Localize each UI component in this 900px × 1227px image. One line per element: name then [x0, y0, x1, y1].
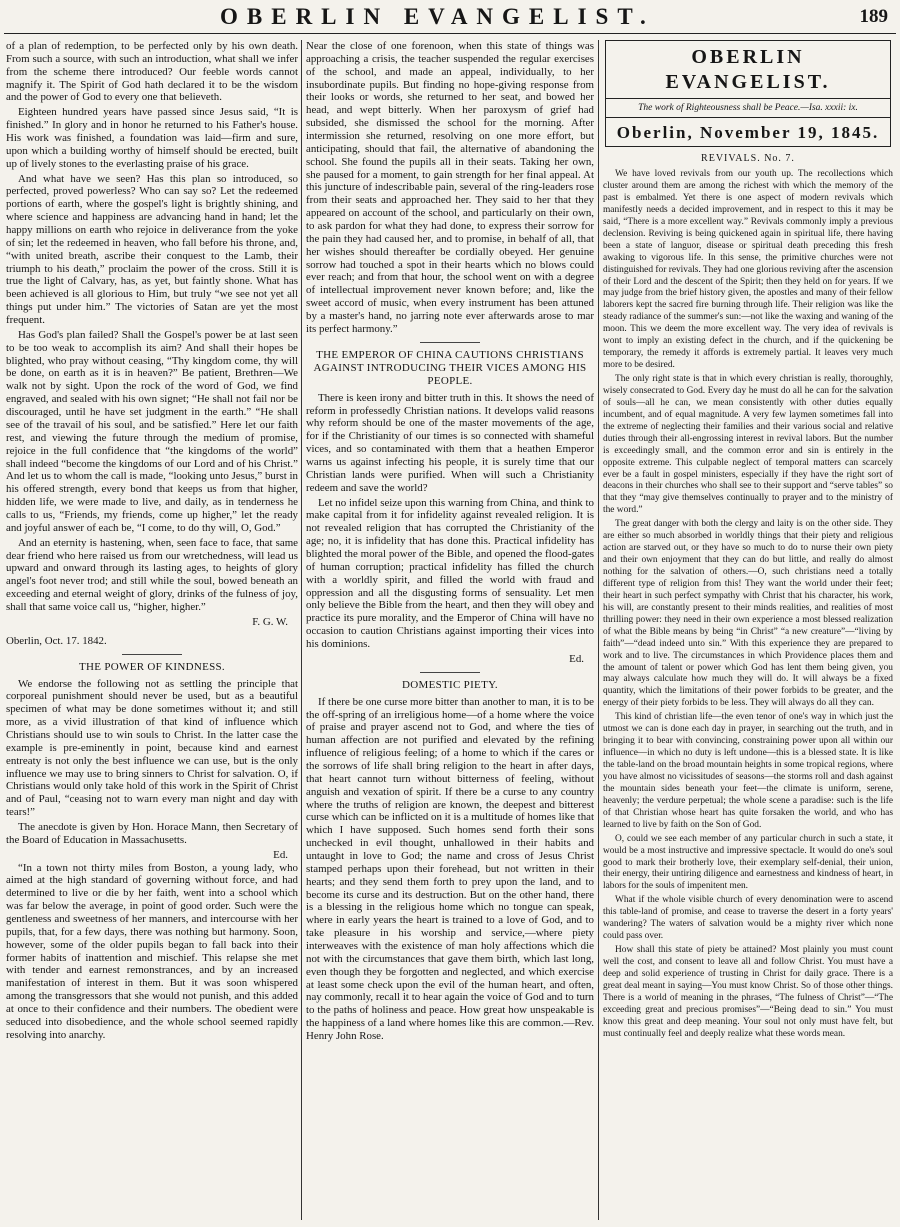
paragraph: The great danger with both the clergy and laity is on the other side. They are either so much absorbed in worldly things that their piety and religious action are starved out, or they have so much to do to nurse their own piety and their own enjoyment that they can do but little, and really do almost nothing for the salvation of others.—O, such christians need a totally different type of religion from this! They want the world under their feet; their heart in such perfect sympathy with Christ that his character, his work, his will, are constantly present to their minds realities, and realities of most thrilling power: they need in their own experience a most blessed realization of what the Bible means by being “in Christ” “a new creature”—“living by faith”—“dead indeed unto sin.” With this experience they are prepared to work and to live. The circumstances in which Providence places them and the amount of talent or power which God has lent them being given, you may always calculate how much they will do. It will always be a fixed quantity, which the limitations of their power forbids to be greater, and the energy of their piety forbids to be less. They will always do all they can.: [603, 519, 893, 709]
paragraph: of a plan of redemption, to be perfected only by his own death. From such a source, with such an introduction, what shall we infer from the scheme there introduced? Our feeble words cannot magnify it. The Spirit of God hath declared it to be the wisdom and the power of God to every one that believeth.: [6, 40, 298, 104]
paragraph: This kind of christian life—the even tenor of one's way in which just the utmost we can is done each day in prayer, in searching out the truth, and in bringing it to bear with convincing, constraining power upon all within our influence—in which no duty is left undone—this is a blessed state. It is like the table-land on the broad mountain heights in some tropical regions, where you have almost no vicissitudes of seasons—the storms roll and dash against the mountain sides beneath your feet—the climate is uniform, serene, heavenly; the verdure perpetual; the whole scene a paradise: such is the life of that Christian whose heart has quite forsaken the world, and who has learned to live by faith on the Son of God.: [603, 712, 893, 830]
masthead-motto: The work of Righteousness shall be Peace.—Isa. xxxii: ix.: [606, 99, 890, 118]
paragraph: How shall this state of piety be attained? Most plainly you must count well the cost, and consent to leave all and follow Christ. You must have a deep and solid experience of trusting in Christ for daily grace. There is a great deal meant in saying—You must know Christ. So of those other things. There is a world of meaning in the phrases, “The fulness of Christ”—“The exceeding great and precious promises”—“Being dead to sin.” You must know this great and deep meaning. Your soul not only must have felt, but must continually feel and deeply realize what these words mean.: [603, 945, 893, 1039]
page-number: 189: [859, 6, 888, 27]
masthead: [605, 40, 891, 147]
paragraph: Eighteen hundred years have passed since Jesus said, “It is finished.” In glory and in honor he returned to his Father's house. His work was finished, a foundation was laid—firm and sure, upon which a building worthy of himself should be erected, built up of lively stones to the everlasting praise of his grace.: [6, 106, 298, 170]
paragraph: We endorse the following not as settling the principle that corporeal punishment should never be used, but as a beautiful specimen of what may be done sometimes without it; and still more, as a vivid illustration of that kind of influence which Christians should use to win souls to Christ. In the latter case the example is pre-eminently in point, because kind and earnest entreaty is not only the best influence we can use, but is the only influence we may use to bring sinners to Christ for salvation. O, if Christians would only take hold of this work in the Spirit of Christ and of Paul, “ceasing not to warn every man night and day with tears!”: [6, 677, 298, 819]
column-rule: [598, 40, 599, 1220]
paragraph: The only right state is that in which every christian is really, thoroughly, wisely consecrated to God. Every day he must do all he can for the salvation of souls—all he can, we mean consistently with other duties equally incumbent, and of equal magnitude. A very few laymen sometimes fall into the extreme of neglecting their families and their various social and relative duties through their all-engrossing interest in revival labors. But the number is exceedingly small, and the common error and sin is entirely in the opposite extreme. This culpable neglect of temporal matters can scarcely ever be a fault in gospel ministers, especially if they have the right sort of deacons in their churches who shall see to their support and “serve tables” so that they “may give themselves continually to prayer and to the ministry of the word.”: [603, 374, 893, 516]
paragraph: The anecdote is given by Hon. Horace Mann, then Secretary of the Board of Education in Massachusetts.: [6, 820, 298, 846]
editor-signature: Ed.: [273, 848, 288, 861]
paragraph: Let no infidel seize upon this warning from China, and think to make capital from it for infidelity against revealed religion. It is not revealed religion that has corrupted the Christianity of the age; no, it is infidelity that has done this. Practical infidelity has blighted the moral power of the Bible, and opened the flood-gates of human corruption; practical infidelity has filled the church with a worldly spirit, and filled the world with fraud and oppression and all the disgusting forms of sensuality. Let men only believe the Bible from the heart, and then they will obey and practice its pure morality, and the Emperor of China will have no occasion to caution Christians against importing their vices into his dominions.: [306, 496, 594, 650]
paragraph: And an eternity is hastening, when, seen face to face, that same dear friend who here raised us from our wretchedness, will lead us upward and onward through its lasting ages, to heights of glory angel's foot never trod; and still while the soul, bowed beneath an exceeding and eternal weight of glory, drinks of the fulness of joy, shall that same voice call us, “higher, higher.”: [6, 536, 298, 613]
paragraph: Near the close of one forenoon, when this state of things was approaching a crisis, the teacher suspended the regular exercises of the school, and made an appeal, individually, to her insubordinate pupils. But finding no hope-giving response from their looks or words, she returned to her seat, and bowed her head, and wept bitterly. When her paroxysm of grief had subsided, she dismissed the school for the morning. After intermission she returned, resolving on one more effort, but anticipating, should that fail, the alternative of abandoning the school. She found the pupils all in their seats. Taking her own, she paused for a moment, to gain strength for her final appeal. At this juncture of indescribable pain, several of the ring-leaders rose from their seats and approached her. They said to her that they appeared on account of the school, and particularly on their own, to ask pardon for what they had done, to express their sorrow for the pain they had caused her, and to promise, in behalf of all, that her wishes should thereafter be cordially obeyed. Her genuine sorrow had touched a spot in their hearts which no blows could ever reach; and from that hour, the school went on with a degree of intellectual improvement never known before; and, like the sweet accord of music, when every instrument has been attuned by a master's hand, no jarring note ever afterwards arose to mar its perfect harmony.”: [306, 40, 594, 335]
paragraph: What if the whole visible church of every denomination were to ascend this table-land of promise, and cease to traverse the desert in a forty years' wandering? The waters of salvation would be a mighty river which none could pass over.: [603, 895, 893, 942]
column-rule: [301, 40, 302, 1220]
header-rule: [4, 33, 896, 34]
article-heading-revivals: REVIVALS. No. 7.: [701, 153, 795, 165]
signature-initials: F. G. W.: [252, 615, 288, 628]
section-divider: [420, 672, 480, 673]
paragraph: “In a town not thirty miles from Boston, a young lady, who aimed at the high standard of governing without force, and had determined to live or die by her faith, went into a school which was far below the average, in point of good order. Such were the gentleness and sweetness of her manners, and intercourse with her pupils, that, for a few days, there was nothing but harmony. Soon, however, some of the older pupils began to fall back into their former habits of inattention and mischief. This relapse she met with tender and earnest remonstrances, and by an increased manifestation of interest in them. But it was soon whispered among the transgressors that she would not punish, and this added at once to their confidence and their numbers. The obedient were seduced into disobedience, and the whole school seemed rapidly resolving into anarchy.: [6, 861, 298, 1041]
dateline: Oberlin, Oct. 17. 1842.: [6, 634, 107, 647]
column-middle: [306, 40, 594, 1220]
section-divider: [122, 654, 182, 655]
running-title: OBERLIN EVANGELIST.: [220, 4, 655, 29]
column-left: [6, 40, 298, 1220]
paragraph: There is keen irony and bitter truth in this. It shows the need of reform in professedly Christian nations. It develops valid reasons why reform should be one of the master movements of the age, for if the Christianity of our times is so connected with shameful vices, and so contaminated with them that a heathen Emperor warns us against infecting his people, it is surely time that our Christian lands were purified. When will such a Christianity redeem and save the world?: [306, 391, 594, 494]
paragraph: And what have we seen? Has this plan so introduced, so perfected, proved powerless? Who can say so? Let the redeemed portions of earth, where the gospel's light is brightly shining, and where science and happiness are advancing hand in hand; let the happy millions on earth who rejoice in deliverance from the yoke of sin; let the redeemed in heaven, who fall before his throne, and, “with united breath, ascribe their conquest to the Lamb, their triumph to his death,” proclaim the power of the cross. Still it is true the light of Calvary, has, as yet, but faintly shone. What has been achieved is all glorious to Him, but truly “we see not yet all things put under him.” The victories of Satan are yet the most frequent.: [6, 172, 298, 327]
running-header: [0, 0, 900, 36]
masthead-name: OBERLIN EVANGELIST.: [606, 41, 890, 99]
paragraph: Has God's plan failed? Shall the Gospel's power be at last seen to be too weak to accomplish its aim? And shall their hopes be blighted, who pray without ceasing, “Thy kingdom come, thy will be done, on earth as it is in heaven?” Be patient, Brethren—We walk not by sight. Upon the rock of the word of God, we find engraved, and sealed with his own signet; “He shall not fail nor be discouraged, until he have set judgment in the earth.” “He shall see of the travail of his soul, and be satisfied.” Here let our faith rest, and viewing the future through the medium of promise, rejoice in the full confidence that “the kingdoms of the world” shall indeed “become the kingdoms of our Lord and of his Christ.” And let us to whom the call is made, “looking unto Jesus,” burst in his offered strength, every bond that keeps us from that higher, hidden life, we were made to live, and daily, as in tenderness he calls to us, “Friends, my friends, come up higher,” let the ready and joyful answer of each be, “I come, to do thy will, O, God.”: [6, 328, 298, 534]
section-divider: [420, 342, 480, 343]
editor-signature: Ed.: [569, 652, 584, 665]
article-heading-domestic-piety: DOMESTIC PIETY.: [402, 678, 498, 691]
paragraph: If there be one curse more bitter than another to man, it is to be the off-spring of an irreligious home—of a home where the voice of praise and prayer ascend not to God, and where the ties of human affection are not purified and elevated by the refining influence of religious feeling; of a home to which if the cares or the sorrows of life shall bring religion to the heart in after days, that heart cannot turn without bitterness of feeling, without anguish and vexation of spirit. If there be a curse to any country where the truths of religion are known, the deepest and bitterest curse which can be inflicted on it is a multitude of homes like that which I have supposed. Such homes send forth their sons unchecked in evil thought, unhallowed in their habits and untaught in love to God; the name and cross of Jesus Christ stamped perhaps upon their forehead, but not written in their hearts; and they send them forth to prey upon the land, and to become its curse and its destruction. But on the other hand, there is a blessing in the religious home which no tongue can speak, where in early years the heart is trained to a love of God, and to take pleasure in his worship and service,—where piety interweaves with the existence of man holy affections which die not with the circumstances that gave them birth, which last long, even though they be forgotten and neglected, and which exercise at least some check upon the evil of the human heart, and often, nay commonly, recall it to hear again the voice of God and to turn to the paths of holiness and peace. How great how unspeakable is the happiness of a land where homes like this are common.—Rev. Henry John Rose.: [306, 695, 594, 1043]
article-heading-kindness: THE POWER OF KINDNESS.: [79, 660, 225, 673]
paragraph: We have loved revivals from our youth up. The recollections which cluster around them are among the richest with which the memory of the past is embalmed. Yet there is one aspect of modern revivals which manifestly needs a decided improvement, and in respect to this it may be said, “There is a more excellent way.” Revivals commonly imply a previous declension. Reviving is being quickened again in spiritual life, there having been a state of languor, disease or spiritual death preceding this fresh awaking to vigorous life. In this sense, the primitive churches were not distinguished for revivals. They had one glorious reviving after the ascension of their Lord and the descent of the Spirit; then they held on for years. If we may judge from the brief history given, the apostles and many of their fellow laborers kept the sacred fire burning through life. Their religion was like the steady radiance of the summer's sun:—not like the waxing and waning of the moon. This we deem the more excellent way. The very idea of revivals is wont to imply an existing defect in the church, and if the quickening be temporary, the remedy it affords is extremely partial. It leaves very much more to be desired.: [603, 169, 893, 371]
article-heading-china: THE EMPEROR OF CHINA CAUTIONS CHRISTIANS AGAINST INTRODUCING THEIR VICES AMONG HIS PEOPLE.: [313, 348, 587, 387]
column-right: [603, 40, 893, 1220]
paragraph: O, could we see each member of any particular church in such a state, it would be a most instructive and impressive spectacle. It would do one's soul good to mark their brotherly love, their exemplary self-denial, their union, their energy, their untiring diligence and earnestness and kindness of heart, in labors for the souls of impenitent men.: [603, 833, 893, 892]
issue-date: Oberlin, November 19, 1845.: [616, 122, 880, 142]
